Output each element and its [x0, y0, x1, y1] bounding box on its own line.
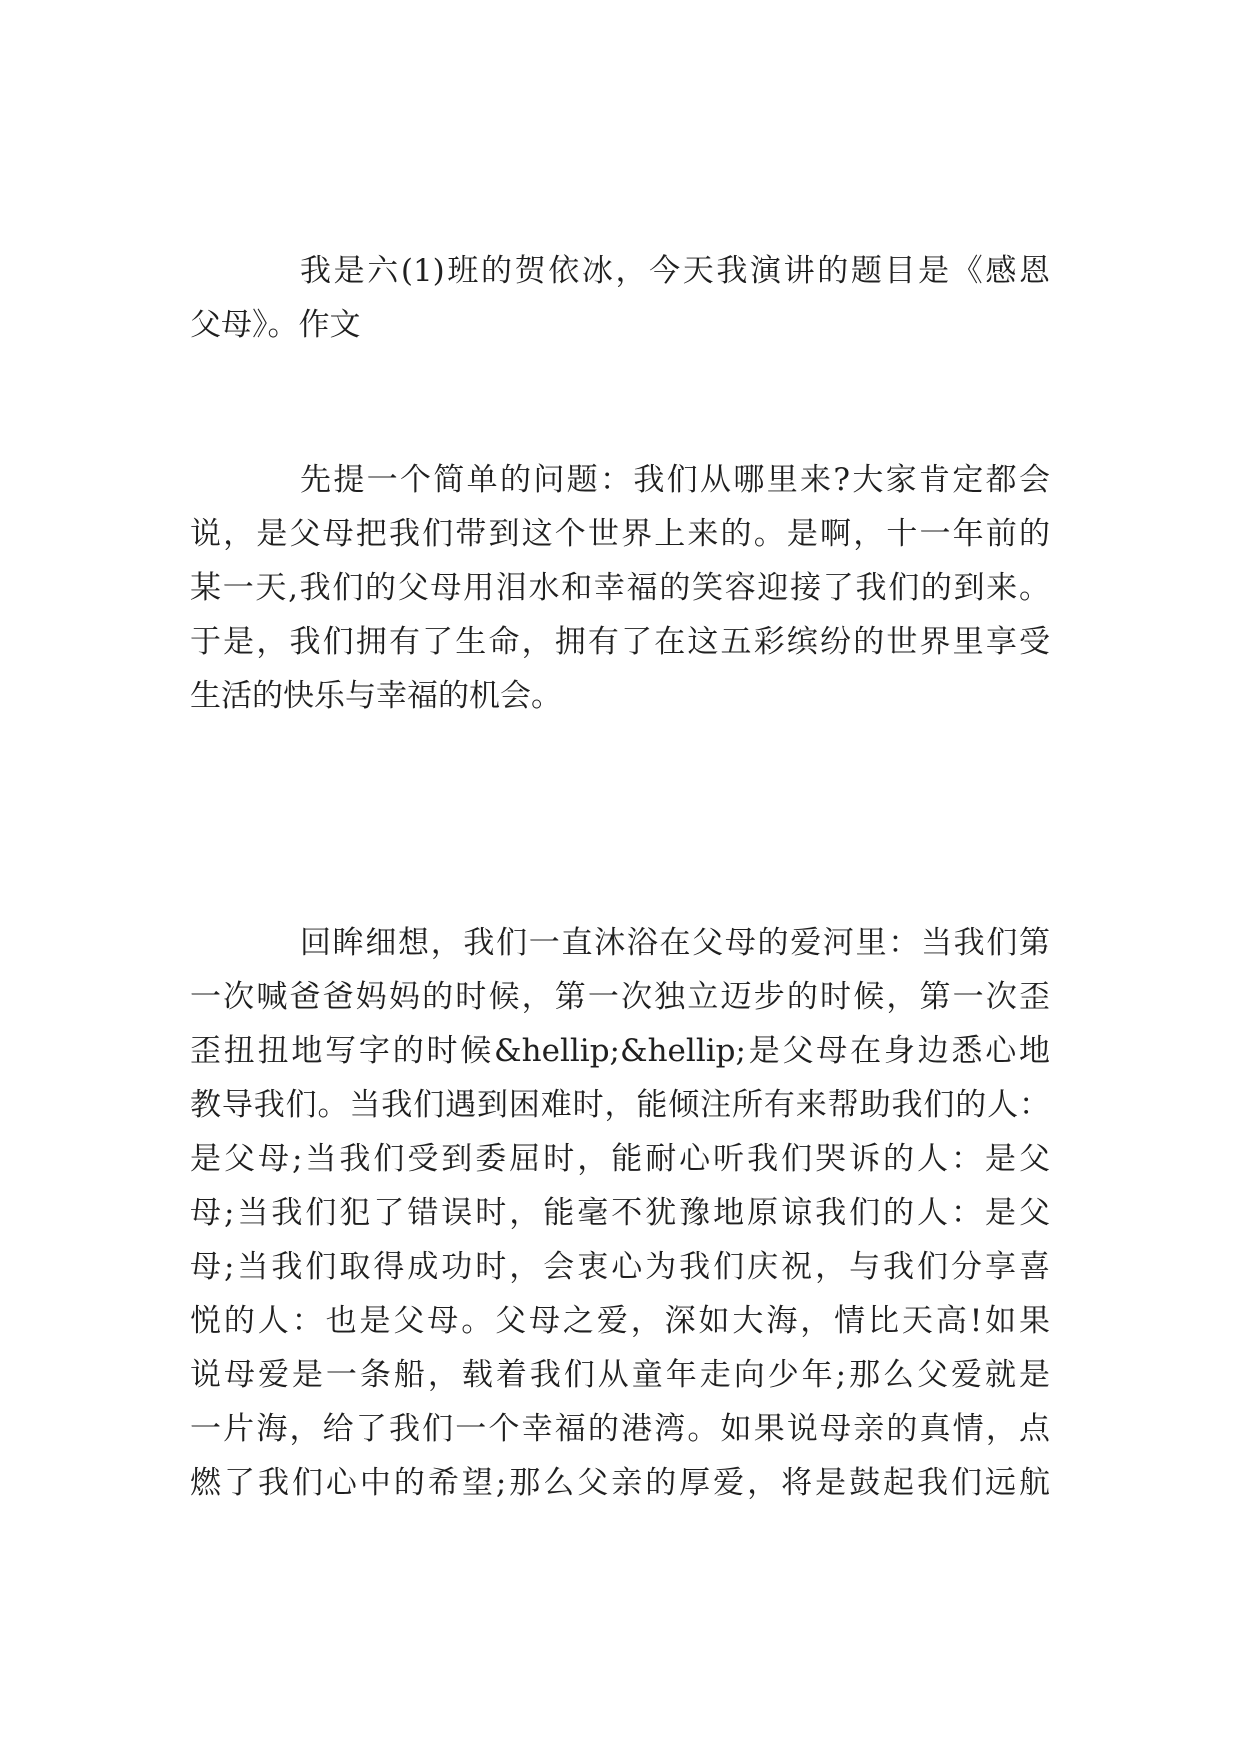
paragraph-3-line-7: 母;当我们取得成功时，会衷心为我们庆祝，与我们分享喜 [190, 1249, 1050, 1285]
paragraph-1-line-1: 我是六(1)班的贺依冰，今天我演讲的题目是《感恩 [300, 253, 1050, 289]
paragraph-3-line-6: 母;当我们犯了错误时，能毫不犹豫地原谅我们的人：是父 [190, 1195, 1050, 1231]
paragraph-3-line-5: 是父母;当我们受到委屈时，能耐心听我们哭诉的人：是父 [190, 1141, 1050, 1177]
paragraph-3-line-9: 说母爱是一条船，载着我们从童年走向少年;那么父爱就是 [190, 1357, 1050, 1393]
paragraph-2-line-1: 先提一个简单的问题：我们从哪里来?大家肯定都会 [300, 462, 1050, 498]
paragraph-3-line-10: 一片海，给了我们一个幸福的港湾。如果说母亲的真情，点 [190, 1411, 1050, 1447]
paragraph-1-line-2: 父母》。作文 [190, 307, 361, 343]
paragraph-3-line-2: 一次喊爸爸妈妈的时候，第一次独立迈步的时候，第一次歪 [190, 979, 1050, 1015]
paragraph-3-line-8: 悦的人：也是父母。父母之爱，深如大海，情比天高!如果 [190, 1303, 1050, 1339]
paragraph-3-line-3: 歪扭扭地写字的时候&hellip;&hellip;是父母在身边悉心地 [190, 1033, 1050, 1069]
paragraph-3-line-4: 教导我们。当我们遇到困难时，能倾注所有来帮助我们的人： [190, 1087, 1050, 1123]
paragraph-2-line-5: 生活的快乐与幸福的机会。 [190, 678, 562, 714]
paragraph-2-line-3: 某一天,我们的父母用泪水和幸福的笑容迎接了我们的到来。 [190, 570, 1050, 606]
paragraph-2-line-2: 说，是父母把我们带到这个世界上来的。是啊，十一年前的 [190, 516, 1050, 552]
paragraph-3-line-1: 回眸细想，我们一直沐浴在父母的爱河里：当我们第 [300, 925, 1050, 961]
paragraph-3-line-11: 燃了我们心中的希望;那么父亲的厚爱，将是鼓起我们远航 [190, 1465, 1050, 1501]
paragraph-2-line-4: 于是，我们拥有了生命，拥有了在这五彩缤纷的世界里享受 [190, 624, 1050, 660]
